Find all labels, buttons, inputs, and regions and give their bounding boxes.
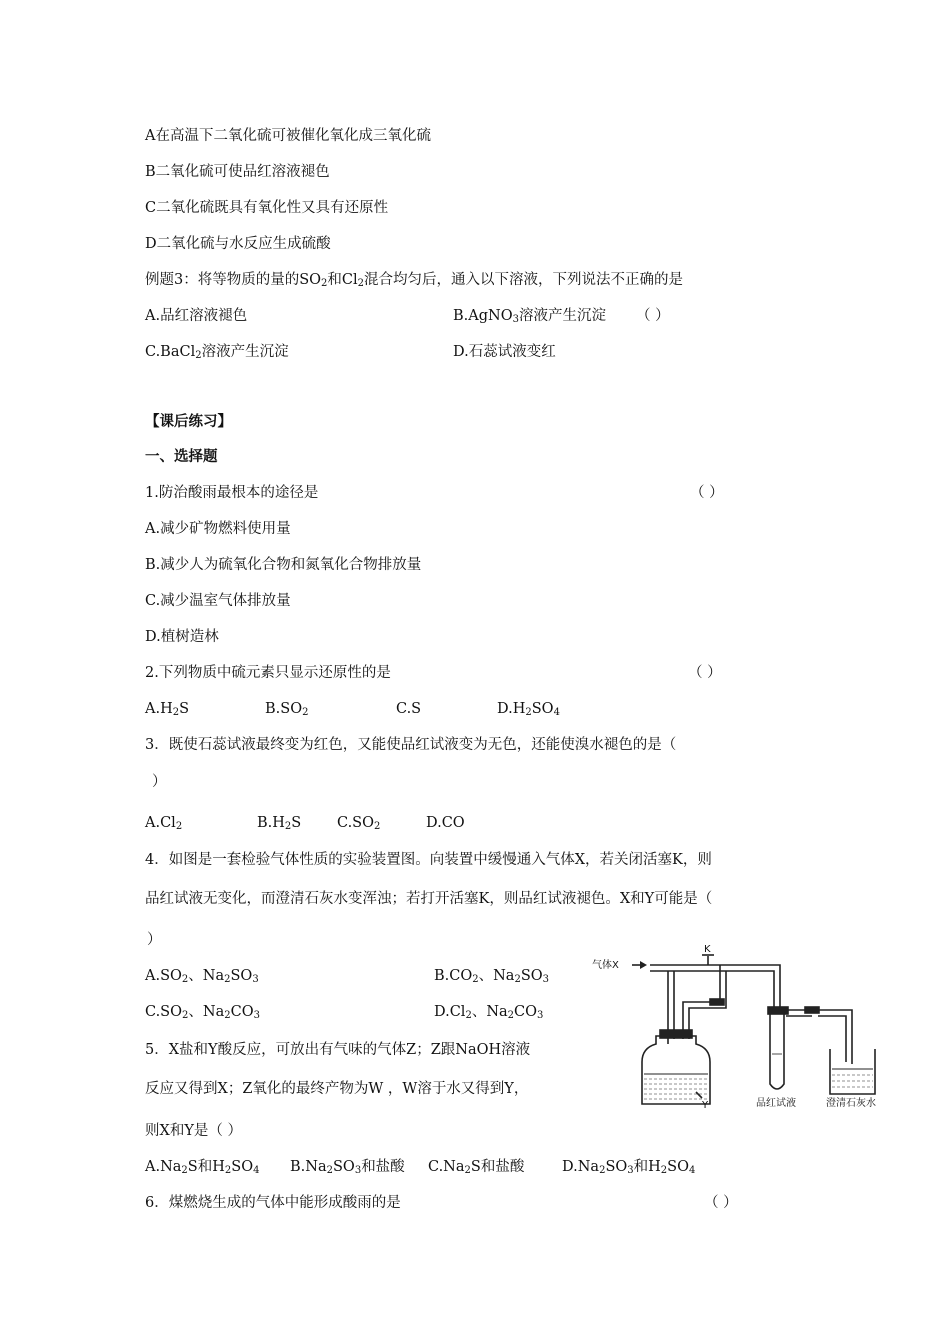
question-6: 6．煤燃烧生成的气体中能形成酸雨的是	[145, 1195, 401, 1211]
q3-option-b: $B.H_2S$	[257, 815, 302, 832]
q3-option-d: D.CO	[426, 815, 465, 831]
question-2: 2.下列物质中硫元素只显示还原性的是	[145, 665, 391, 681]
question-3-close-paren: ）	[152, 774, 167, 790]
gas-x-label: 气体X	[592, 960, 619, 971]
q4-option-b: $B.CO_2$、$Na_2SO_3$	[434, 968, 550, 985]
q4-option-c: $C.SO_2$、$Na_2CO_3$	[145, 1004, 260, 1021]
q5-option-b: $B.Na_2SO_3$和盐酸	[290, 1159, 405, 1176]
q2-option-a: $A.H_2S$	[145, 701, 190, 718]
pinhong-label: 品红试液	[756, 1098, 796, 1109]
q1-option-c: C.减少温室气体排放量	[145, 593, 291, 609]
question-4-line-1: 4．如图是一套检验气体性质的实验装置图。向装置中缓慢通入气体X，若关闭活塞K，则	[145, 852, 712, 868]
q5-option-a: $A.Na_2S$和$H_2SO_4$	[145, 1159, 260, 1176]
question-1-paren: （ ）	[690, 485, 724, 501]
q1-option-a: A.减少矿物燃料使用量	[145, 521, 291, 537]
q5-option-d: $D.Na_2SO_3$和$H_2SO_4$	[562, 1159, 696, 1176]
statement-a: A在高温下二氧化硫可被催化氧化成三氧化硫	[145, 128, 431, 144]
section-heading: 【课后练习】	[145, 414, 232, 430]
example-3-option-a: A.品红溶液褪色	[145, 308, 248, 324]
question-5-line-2: 反应又得到X；Z氧化的最终产物为W ，W溶于水又得到Y，	[145, 1081, 529, 1097]
subsection-heading: 一、选择题	[145, 449, 218, 465]
example-3-option-b: B.AgNO$_3$溶液产生沉淀	[453, 308, 606, 325]
example-3-option-d: D.石蕊试液变红	[453, 344, 556, 360]
y-label: Y	[702, 1100, 709, 1111]
q1-option-d: D.植树造林	[145, 629, 219, 645]
q3-option-a: $A.Cl_2$	[145, 815, 183, 832]
rubber-connector	[710, 999, 724, 1005]
question-1: 1.防治酸雨最根本的途径是	[145, 485, 319, 501]
example-3-answer-paren: （ ）	[636, 308, 670, 324]
example-3-option-c: C.BaCl$_2$溶液产生沉淀	[145, 344, 289, 361]
q2-option-c: C.S	[396, 701, 422, 717]
example-3-question: 例题3：将等物质的量的$SO_2$和$Cl_2$混合均匀后，通入以下溶液，下列说法不正确的是	[145, 272, 684, 289]
lime-water-label: 澄清石灰水	[826, 1098, 876, 1109]
q1-option-b: B.减少人为硫氧化合物和氮氧化合物排放量	[145, 557, 422, 573]
q4-option-a: $A.SO_2$、$Na_2SO_3$	[145, 968, 259, 985]
question-3: 3．既使石蕊试液最终变为红色，又能使品红试液变为无色，还能使溴水褪色的是（	[145, 737, 677, 753]
apparatus-figure	[590, 944, 895, 1114]
q4-option-d: $D.Cl_2$、$Na_2CO_3$	[434, 1004, 544, 1021]
lime-water-tube	[818, 1010, 852, 1064]
q3-option-c: $C.SO_2$	[337, 815, 381, 832]
test-tube	[770, 1014, 784, 1089]
k-label: K	[704, 944, 711, 955]
question-2-paren: （ ）	[688, 665, 722, 681]
question-4-close-paren: ）	[147, 932, 162, 948]
statement-c: C二氧化硫既具有氧化性又具有还原性	[145, 200, 389, 216]
q5-option-c: $C.Na_2S$和盐酸	[428, 1159, 525, 1176]
question-5-line-1: 5．X盐和Y酸反应，可放出有气味的气体Z；Z跟NaOH溶液	[145, 1042, 531, 1058]
q2-option-d: $D.H_2SO_4$	[497, 701, 560, 718]
statement-b: B二氧化硫可使品红溶液褪色	[145, 164, 330, 180]
question-5-line-3: 则X和Y是（ ）	[145, 1123, 243, 1139]
q2-option-b: $B.SO_2$	[265, 701, 309, 718]
question-4-line-2: 品红试液无变化，而澄清石灰水变浑浊；若打开活塞K，则品红试液褪色。X和Y可能是（	[145, 891, 713, 907]
question-6-paren: （ ）	[704, 1195, 738, 1211]
statement-d: D二氧化硫与水反应生成硫酸	[145, 236, 331, 252]
